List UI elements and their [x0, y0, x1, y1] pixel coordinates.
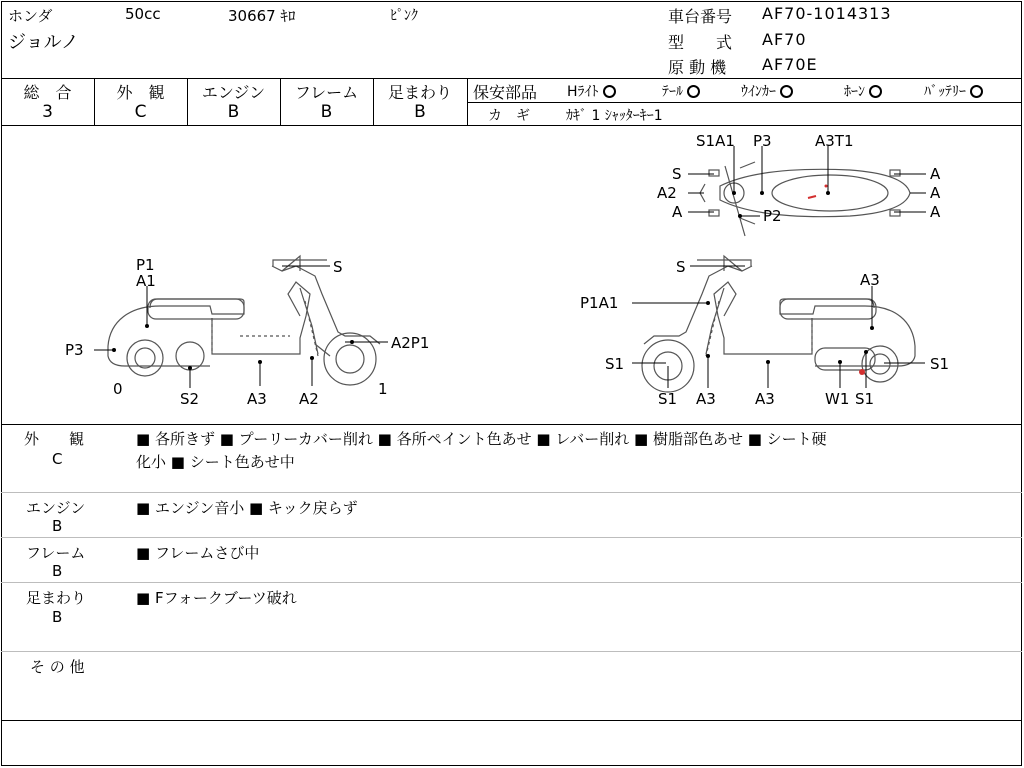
safety-item-tail: ﾃｰﾙ: [662, 81, 700, 101]
note-text-exterior: ■ 各所きず ■ プーリーカバー削れ ■ 各所ペイント色あせ ■ レバー削れ ■ 樹脂部色あせ ■ シート硬: [136, 430, 827, 448]
label-p2-top: P2: [763, 207, 782, 225]
ok-circle-icon: [970, 85, 983, 98]
label-s-right: S: [676, 258, 686, 276]
safety-item-headlight: Hﾗｲﾄ: [567, 81, 616, 101]
label-a2-top: A2: [657, 184, 677, 202]
frame-no-label: 車台番号: [668, 7, 733, 26]
label-s1-right-bottom: S1: [855, 390, 875, 408]
displacement: 50cc: [125, 5, 161, 23]
label-s1a1-top: S1A1: [696, 132, 735, 150]
label-a-top-right-1: A: [930, 165, 941, 183]
note-grade-exterior: C: [52, 450, 63, 468]
label-s-top: S: [672, 165, 682, 183]
frame-no: AF70-1014313: [762, 4, 892, 23]
label-a3-right-top: A3: [860, 271, 880, 289]
mileage: 30667 ｷﾛ: [228, 7, 296, 25]
exterior-value: C: [134, 102, 147, 122]
safety-item-horn: ﾎｰﾝ: [844, 81, 882, 101]
label-w1-right: W1: [825, 390, 850, 408]
ok-circle-icon: [603, 85, 616, 98]
safety-item-battery: ﾊﾞｯﾃﾘｰ: [924, 81, 983, 101]
ok-circle-icon: [869, 85, 882, 98]
label-a2: A2: [299, 390, 319, 408]
total-label: 総 合: [23, 83, 72, 102]
damage-diagram: [0, 126, 1024, 424]
label-a-top-left: A: [672, 203, 683, 221]
note-text-exterior-2: 化小 ■ シート色あせ中: [136, 453, 295, 471]
label-a2p1: A2P1: [391, 334, 430, 352]
ok-circle-icon: [687, 85, 700, 98]
label-s: S: [333, 258, 343, 276]
label-a1: A1: [136, 272, 156, 290]
label-a-top-right-3: A: [930, 203, 941, 221]
suspension-grade-label: 足まわり: [387, 83, 452, 102]
note-label-other: そ の 他: [30, 658, 85, 676]
model-name: ジョルノ: [8, 32, 79, 53]
engine-grade-value: B: [227, 102, 240, 122]
safety-item-winker: ｳｲﾝｶｰ: [741, 81, 793, 101]
label-p1a1-right: P1A1: [580, 294, 619, 312]
key-value: ｶｷﾞ 1 ｼｬｯﾀｰｷｰ1: [566, 108, 663, 124]
label-p3-top: P3: [753, 132, 772, 150]
note-grade-engine: B: [52, 517, 63, 535]
key-label: カ ギ: [488, 108, 530, 124]
label-p3: P3: [65, 341, 84, 359]
color: ﾋﾟﾝｸ: [390, 8, 418, 24]
label-s1-right-wheel: S1: [658, 390, 678, 408]
total-value: 3: [42, 102, 53, 122]
label-one: 1: [378, 380, 388, 398]
note-label-exterior: 外 観: [24, 430, 85, 448]
label-zero: 0: [113, 380, 123, 398]
note-grade-suspension: B: [52, 608, 63, 626]
label-a3t1-top: A3T1: [815, 132, 854, 150]
frame-grade-value: B: [320, 102, 333, 122]
exterior-label: 外 観: [116, 83, 165, 102]
note-label-engine: エンジン: [26, 499, 86, 517]
label-a-top-right-2: A: [930, 184, 941, 202]
engine-value: AF70E: [762, 55, 818, 74]
type-label: 型 式: [668, 33, 733, 52]
scooter-top-view: [700, 162, 910, 236]
label-s2: S2: [180, 390, 200, 408]
note-grade-frame: B: [52, 562, 63, 580]
label-p1: P1: [136, 256, 155, 274]
type-value: AF70: [762, 30, 807, 49]
label-a3: A3: [247, 390, 267, 408]
label-s1-right-rear: S1: [930, 355, 950, 373]
note-text-suspension: ■ Fフォークブーツ破れ: [136, 589, 297, 607]
engine-label: 原 動 機: [668, 58, 727, 77]
safety-label: 保安部品: [473, 83, 538, 102]
frame-grade-label: フレーム: [294, 83, 359, 102]
label-a3-right-2: A3: [755, 390, 775, 408]
suspension-grade-value: B: [414, 102, 426, 122]
note-label-suspension: 足まわり: [26, 589, 87, 607]
label-s1-right-front: S1: [605, 355, 625, 373]
ok-circle-icon: [780, 85, 793, 98]
engine-grade-label: エンジン: [201, 83, 266, 102]
maker: ホンダ: [8, 7, 53, 25]
note-label-frame: フレーム: [26, 544, 86, 562]
note-text-frame: ■ フレームさび中: [136, 544, 260, 562]
note-text-engine: ■ エンジン音小 ■ キック戻らず: [136, 499, 358, 517]
label-a3-right-1: A3: [696, 390, 716, 408]
